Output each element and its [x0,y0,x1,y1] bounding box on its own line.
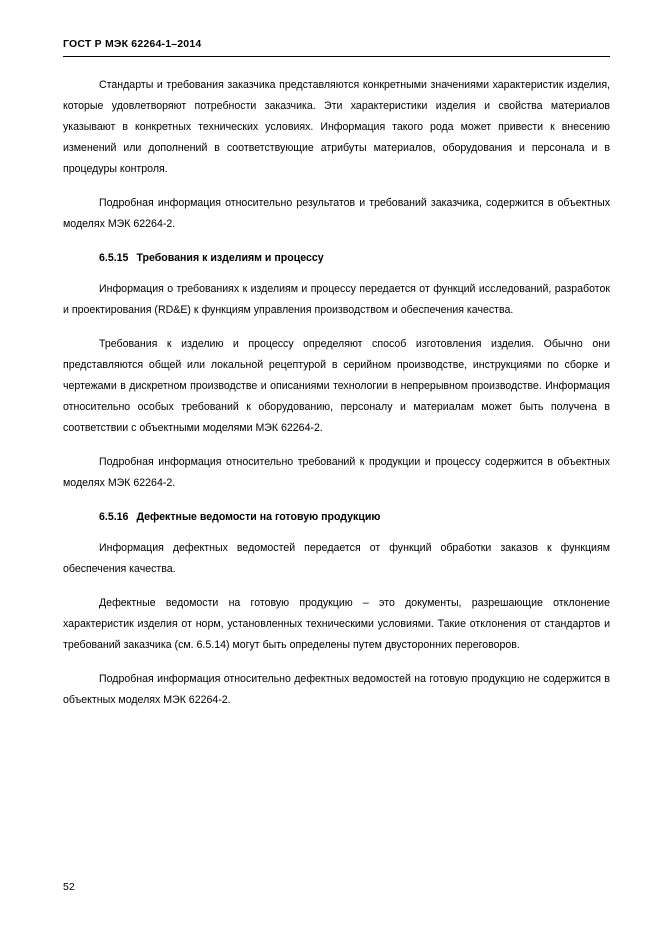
page-header: ГОСТ Р МЭК 62264-1–2014 [63,38,202,50]
section-title: Дефектные ведомости на готовую продукцию [136,511,381,523]
document-body [63,75,610,711]
paragraph: Подробная информация относительно требований к продукции и процессу содержится в объектных моделях МЭК 62264-2. [63,456,610,489]
section-number: 6.5.15 [99,252,129,264]
header-divider [63,56,610,57]
paragraph: Подробная информация относительно дефектных ведомостей на готовую продукцию не содержится в объектных моделях МЭК 62264-2. [63,673,610,706]
section-title: Требования к изделиям и процессу [136,252,324,264]
page-number: 52 [63,881,75,893]
paragraph: Требования к изделию и процессу определяют способ изготовления изделия. Обычно они представляются общей или локальной рецептурой в серийном производстве, инструкциями по сборке и чертежами в дискретном производстве и описаниями технологии в непрерывном производстве. Информация относительно особых требований к оборудованию, персоналу и материалам может быть получена в соответствии с объектными моделями МЭК 62264-2. [63,338,610,434]
paragraph: Дефектные ведомости на готовую продукцию – это документы, разрешающие отклонение характеристик изделия от норм, установленных техническими условиями. Такие отклонения от стандартов и требований заказчика (см. 6.5.14) могут быть определены путем двусторонних переговоров. [63,597,610,651]
section-heading [99,507,610,527]
paragraph: Подробная информация относительно результатов и требований заказчика, содержится в объектных моделях МЭК 62264-2. [63,197,610,230]
section-number: 6.5.16 [99,511,129,523]
paragraph: Информация о требованиях к изделиям и процессу передается от функций исследований, разработок и проектирования (RD&E) к функциям управления производством и обеспечения качества. [63,283,610,316]
paragraph: Стандарты и требования заказчика представляются конкретными значениями характеристик изделия, которые удовлетворяют потребности заказчика. Эти характеристики изделия и свойства материалов указывают в конкретных технических условиях. Информация такого рода может привести к внесению изменений или дополнений в соответствующие атрибуты материалов, оборудования и персонала и в процедуры контроля. [63,79,610,175]
paragraph: Информация дефектных ведомостей передается от функций обработки заказов к функциям обеспечения качества. [63,542,610,575]
section-heading [99,248,610,268]
